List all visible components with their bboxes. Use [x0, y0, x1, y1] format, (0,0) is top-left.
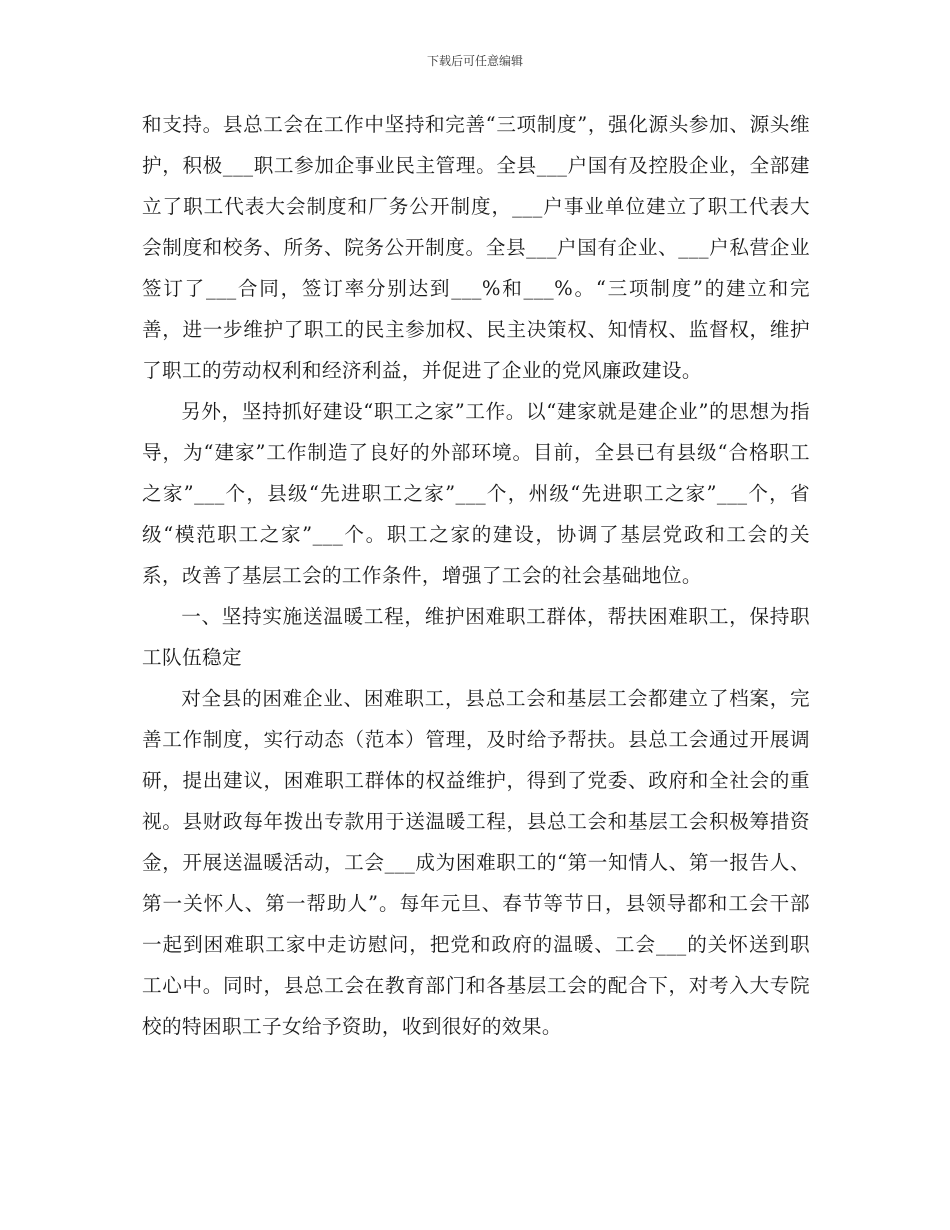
paragraph-assistance: 对全县的困难企业、困难职工，县总工会和基层工会都建立了档案，完善工作制度，实行动态（范本）管理，及时给予帮扶。县总工会通过开展调研，提出建议，困难职工群体的权益维护，得到了党委、政府和全社会的重视。县财政每年拨出专款用于送温暖工程，县总工会和基层工会积极筹措资金，开展送温暖活动，工会___成为困难职工的“第一知情人、第一报告人、第一关怀人、第一帮助人”。每年元旦、春节等节日，县领导都和工会干部一起到困难职工家中走访慰问，把党和政府的温暖、工会___的关怀送到职工心中。同时，县总工会在教育部门和各基层工会的配合下，对考入大专院校的特困职工子女给予资助，收到很好的效果。 [142, 687, 810, 1038]
section-heading-warmth-project: 一、坚持实施送温暖工程，维护困难职工群体，帮扶困难职工，保持职工队伍稳定 [142, 605, 810, 669]
page-header-note: 下载后可任意编辑 [426, 54, 523, 68]
paragraph-workers-home: 另外，坚持抓好建设“职工之家”工作。以“建家就是建企业”的思想为指导，为“建家”工作制造了良好的外部环境。目前，全县已有县级“合格职工之家”___个，县级“先进职工之家”___个，州级“先进职工之家”___个，省级“模范职工之家”___个。职工之家的建设，协调了基层党政和工会的关系，改善了基层工会的工作条件，增强了工会的社会基础地位。 [142, 400, 810, 587]
paragraph-democratic-management: 和支持。县总工会在工作中坚持和完善“三项制度”，强化源头参加、源头维护，积极___职工参加企事业民主管理。全县___户国有及控股企业，全部建立了职工代表大会制度和厂务公开制度，___户事业单位建立了职工代表大会制度和校务、所务、院务公开制度。全县___户国有企业、___户私营企业签订了___合同，签订率分别达到___%和___%。“三项制度”的建立和完善，进一步维护了职工的民主参加权、民主决策权、知情权、监督权，维护了职工的劳动权利和经济利益，并促进了企业的党风廉政建设。 [142, 113, 810, 382]
document-body [142, 104, 810, 1047]
